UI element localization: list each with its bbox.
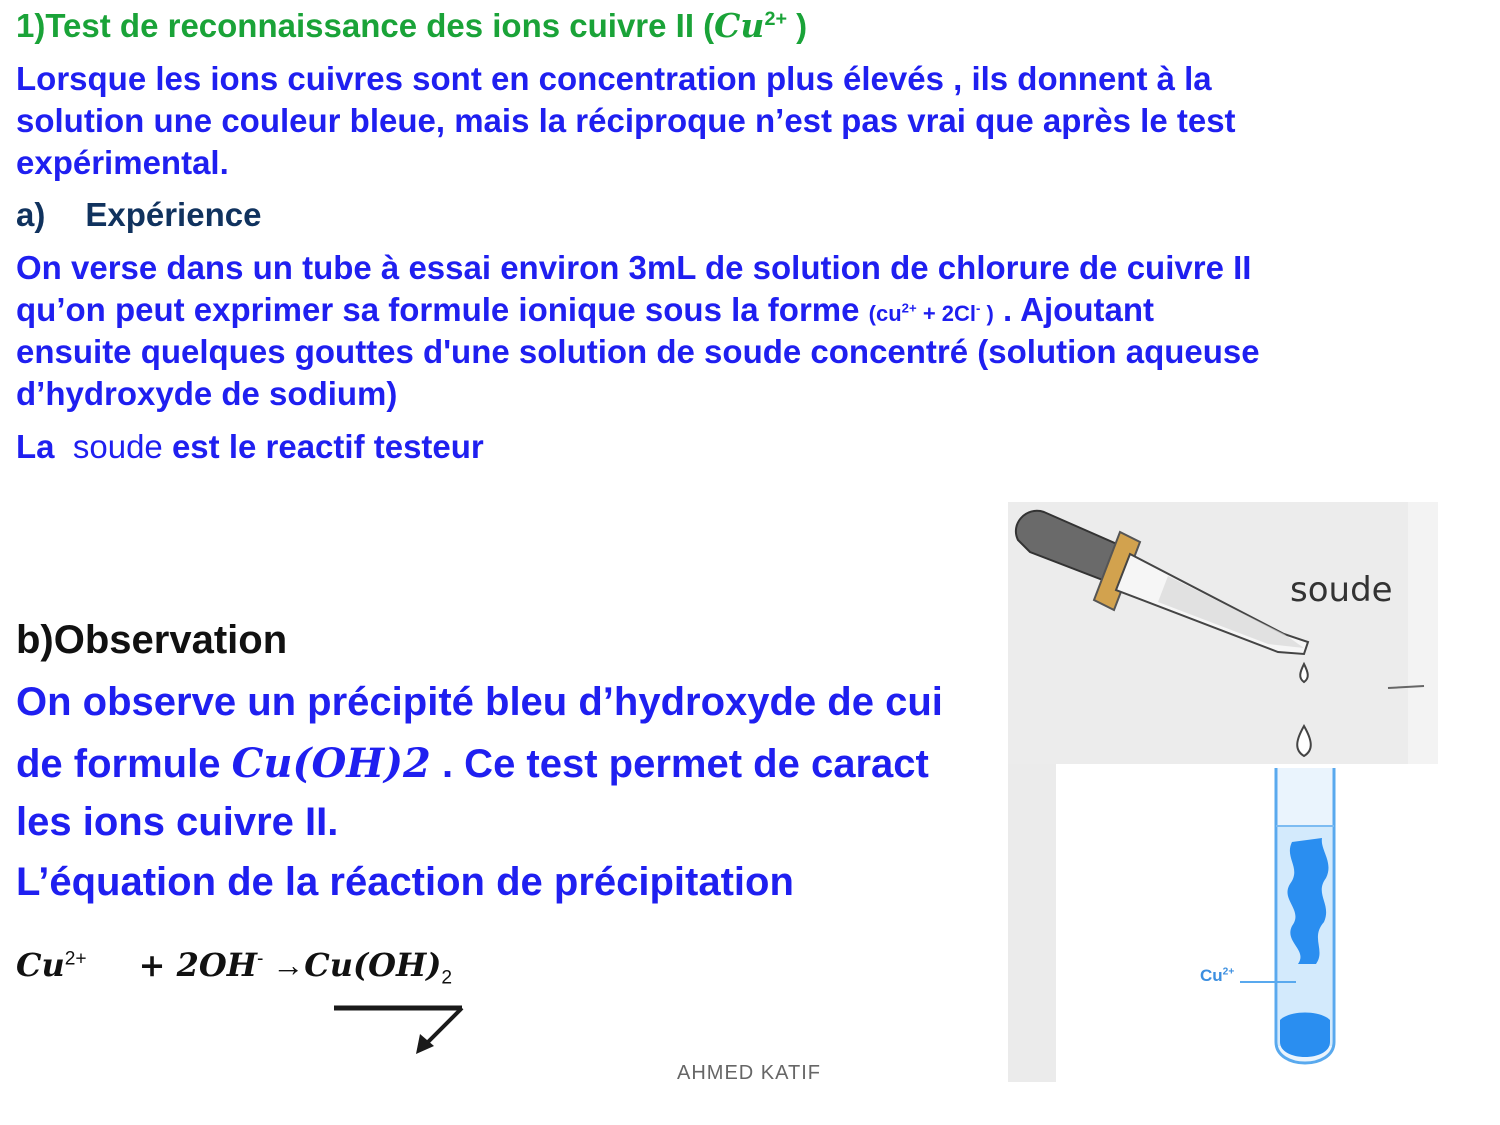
reactif-soude: soude: [72, 428, 163, 465]
drop: [1300, 664, 1308, 682]
equation-reactant-1-charge: 2+: [64, 948, 87, 970]
tube-label-charge: 2+: [1222, 966, 1235, 978]
dropper-tube-illustration: [1008, 502, 1438, 1082]
formula-charge-2: -: [976, 300, 981, 316]
observation-line-4: L’équation de la réaction de précipitation: [16, 860, 794, 904]
observation-line-2-end: . Ce test permet de caract: [430, 742, 929, 786]
formula-mid: + 2Cl: [916, 301, 977, 326]
observation-line-2-start: de formule: [16, 742, 232, 786]
section-a-heading: [16, 196, 261, 234]
ionic-formula: [869, 301, 994, 326]
observation-line-1: On observe un précipité bleu d’hydroxyde de cui: [16, 680, 943, 724]
experience-line-2-end: . Ajoutant: [993, 291, 1154, 328]
experience-line-2: [16, 291, 1154, 329]
dropper-label: soude: [1290, 570, 1393, 610]
intro-line-1: Lorsque les ions cuivres sont en concentration plus élevés , ils donnent à la: [16, 60, 1212, 97]
reactif-rest: est le reactif testeur: [171, 428, 484, 465]
tube-label-ion: Cu: [1200, 966, 1223, 985]
precipitate-arrow-icon: [330, 998, 480, 1068]
equation-arrow: →: [263, 947, 305, 983]
equation-product-subscript: 2: [441, 967, 453, 989]
heading-close: ): [787, 7, 808, 44]
intro-line-3: expérimental.: [16, 144, 229, 181]
observation-line-2: [16, 740, 929, 787]
equation-reactant-2: + 2OH: [138, 946, 257, 984]
heading-ion-charge: 2+: [764, 8, 787, 30]
formula-charge-1: 2+: [901, 300, 917, 316]
tube-label: [1200, 966, 1234, 986]
section-b-title: b)Observation: [16, 618, 288, 662]
experience-line-1: On verse dans un tube à essai environ 3mL de solution de chlorure de cuivre II: [16, 249, 1252, 286]
experience-line-4: d’hydroxyde de sodium): [16, 375, 398, 412]
equation-reactant-1: Cu: [16, 946, 65, 984]
section-heading: [16, 6, 807, 45]
section-a-title: Expérience: [85, 196, 262, 233]
section-a-marker: a): [16, 196, 46, 233]
formula-open: (cu: [868, 301, 902, 326]
reactif-line: [16, 428, 484, 466]
equation-product: Cu(OH): [304, 946, 442, 984]
divider: [1388, 686, 1424, 688]
reactif-la: La: [16, 428, 55, 465]
experience-line-2-start: qu’on peut exprimer sa formule ionique sous la forme: [16, 291, 869, 328]
drop: [1297, 726, 1311, 756]
author-footer: AHMED KATIF: [677, 1062, 821, 1084]
heading-number: 1): [16, 7, 46, 44]
intro-line-2: solution une couleur bleue, mais la réciproque n’est pas vrai que après le test: [16, 102, 1236, 139]
precipitation-equation: [16, 946, 452, 989]
equation-reactant-2-charge: -: [256, 948, 264, 970]
heading-ion: Cu: [714, 6, 765, 45]
hydroxide-formula: Cu(OH)2: [231, 740, 431, 787]
precipitate-deposit: [1280, 1013, 1330, 1058]
observation-line-3: les ions cuivre II.: [16, 800, 339, 844]
experience-line-3: ensuite quelques gouttes d'une solution de soude concentré (solution aqueuse: [16, 333, 1260, 370]
formula-close: ): [980, 301, 994, 326]
heading-text: Test de reconnaissance des ions cuivre II (: [45, 7, 715, 44]
